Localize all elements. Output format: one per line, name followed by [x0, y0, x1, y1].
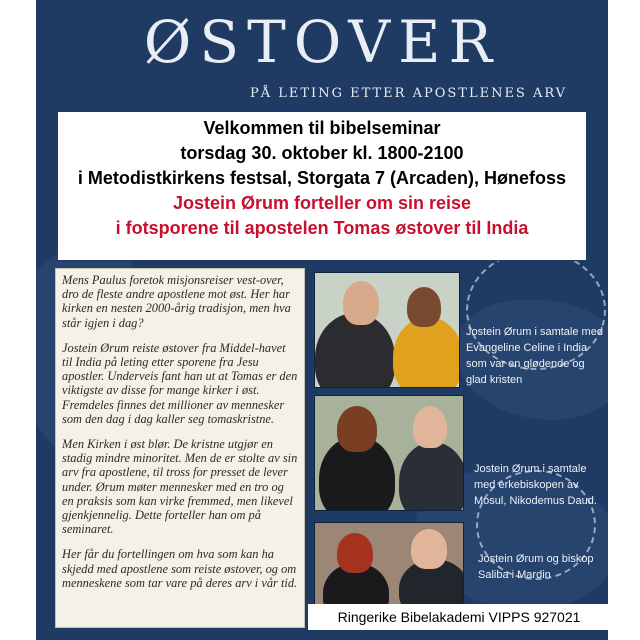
- head-shape: [343, 281, 379, 325]
- footer-vipps-box: Ringerike Bibelakademi VIPPS 927021: [308, 604, 610, 630]
- paragraph: Men Kirken i øst blør. De kristne utgjør en stadig mindre minoritet. Men de er stolte av sin arv fra apostlene, til tross for presset de lever under. Ørum møter mennesker med en tro og en praksis som kan virke fremmed, men likevel gjenkjennelig. Dette forteller han om på seminaret.: [62, 437, 298, 537]
- person-shape: [399, 442, 464, 511]
- photo-caption: Jostein Ørum i samtale med Evangeline Celine i India som var en glødende og glad kristen: [466, 326, 603, 386]
- invite-line: Velkommen til bibelseminar: [203, 118, 441, 138]
- head-shape: [337, 406, 377, 452]
- paragraph: Mens Paulus foretok misjonsreiser vest-over, dro de fleste andre apostlene mot øst. Her har kirken en nesten 2000-årig tradisjon, men hva står igjen i dag?: [62, 273, 291, 330]
- head-shape: [413, 406, 447, 448]
- photo-orum-archbishop-mosul: [314, 395, 464, 511]
- photo-caption: Jostein Ørum i samtale med erkebiskopen av Mosul, Nikodemus Daud.: [474, 463, 597, 507]
- head-shape: [411, 529, 447, 569]
- photo-caption: Jostein Ørum og biskop Saliba i Mardin: [478, 553, 594, 581]
- invite-line: i Metodistkirkens festsal, Storgata 7 (Arcaden), Hønefoss: [77, 168, 567, 188]
- person-shape: [393, 317, 460, 388]
- head-shape: [337, 533, 373, 573]
- poster-title: ØSTOVER: [143, 8, 501, 76]
- photo-orum-evangeline: [314, 272, 460, 388]
- paragraph: Her får du fortellingen om hva som kan ha skjedd med apostlene som reiste østover, og om menneskene som tar vare på deres arv i vår tid.: [62, 547, 298, 590]
- invite-highlight-line: Jostein Ørum forteller om sin reise: [172, 193, 472, 213]
- head-shape: [407, 287, 441, 327]
- invitation-box: [57, 111, 587, 261]
- paragraph: Jostein Ørum reiste østover fra Middel-havet til India på leting etter sporene fra Jesu apostler. Underveis fant han ut at Tomas er den viktigste av disse for mange kirker i øst. Fremdeles finnes det millioner av mennesker som den dag i dag kaller seg tomaskristne.: [62, 340, 298, 426]
- invite-highlight-line: i fotsporene til apostelen Tomas østover til India: [115, 218, 529, 238]
- poster-subtitle: PÅ LETING ETTER APOSTLENES ARV: [250, 86, 568, 101]
- invite-line: torsdag 30. oktober kl. 1800-2100: [180, 143, 464, 163]
- description-text-box: [55, 268, 305, 628]
- photo-orum-bishop-saliba: [314, 522, 464, 612]
